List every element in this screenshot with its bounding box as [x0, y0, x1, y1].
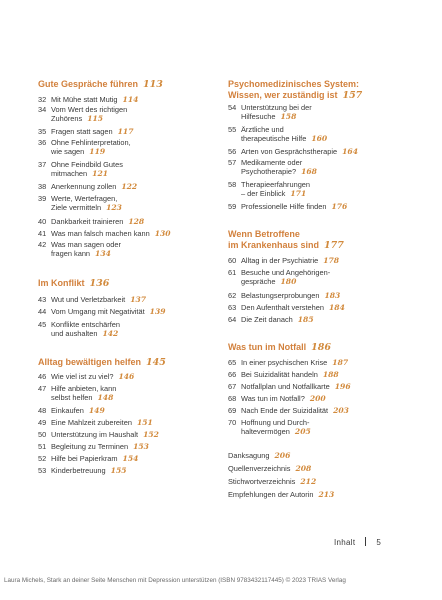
- toc-section-heading[interactable]: Gute Gespräche führen 113: [38, 79, 163, 90]
- toc-entry[interactable]: 60 Alltag in der Psychiatrie 178: [228, 256, 340, 265]
- toc-entry[interactable]: 66 Bei Suizidalität handeln 188: [228, 370, 339, 379]
- toc-entry[interactable]: 67 Notfallplan und Notfallkarte 196: [228, 382, 351, 391]
- footer-divider: [365, 537, 366, 546]
- toc-entry[interactable]: 50 Unterstützung im Haushalt 152: [38, 430, 159, 439]
- toc-entry[interactable]: 53 Kinderbetreuung 155: [38, 466, 127, 475]
- toc-entry[interactable]: 68 Was tun im Notfall? 200: [228, 394, 326, 403]
- toc-entry[interactable]: Quellenverzeichnis 208: [228, 464, 312, 473]
- toc-entry[interactable]: 55 Ärztliche und therapeutische Hilfe 160: [228, 125, 328, 144]
- toc-section-heading[interactable]: Was tun im Notfall 186: [228, 342, 332, 353]
- toc-entry[interactable]: Empfehlungen der Autorin 213: [228, 490, 335, 499]
- toc-entry[interactable]: 51 Begleitung zu Terminen 153: [38, 442, 149, 451]
- toc-entry[interactable]: 57 Medikamente oder Psychotherapie? 168: [228, 158, 317, 177]
- toc-entry[interactable]: 69 Nach Ende der Suizidalität 203: [228, 406, 349, 415]
- toc-entry[interactable]: 32 Mit Mühe statt Mutig 114: [38, 95, 139, 104]
- toc-entry[interactable]: 59 Professionelle Hilfe finden 176: [228, 202, 348, 211]
- page-footer: [334, 537, 381, 547]
- toc-entry[interactable]: 42 Was man sagen oder fragen kann 134: [38, 240, 121, 259]
- toc-entry[interactable]: 44 Vom Umgang mit Negativität 139: [38, 307, 166, 316]
- toc-entry[interactable]: 54 Unterstützung bei der Hilfesuche 158: [228, 103, 312, 122]
- toc-entry[interactable]: 45 Konflikte entschärfen und aushalten 142: [38, 320, 121, 339]
- toc-entry[interactable]: 35 Fragen statt sagen 117: [38, 127, 134, 136]
- toc-entry[interactable]: 65 In einer psychischen Krise 187: [228, 358, 349, 367]
- toc-entry[interactable]: 46 Wie viel ist zu viel? 146: [38, 372, 135, 381]
- toc-section-heading[interactable]: Psychomedizinisches System: Wissen, wer zuständig ist 157: [228, 79, 363, 101]
- toc-entry[interactable]: 70 Hoffnung und Durch- haltevermögen 205: [228, 418, 311, 437]
- page-number: 5: [376, 538, 382, 547]
- toc-entry[interactable]: 40 Dankbarkeit trainieren 128: [38, 217, 145, 226]
- toc-entry[interactable]: 56 Arten von Gesprächstherapie 164: [228, 147, 358, 156]
- toc-entry[interactable]: 38 Anerkennung zollen 122: [38, 182, 138, 191]
- toc-entry[interactable]: 48 Einkaufen 149: [38, 406, 105, 415]
- toc-entry[interactable]: 37 Ohne Feindbild Gutes mitmachen 121: [38, 160, 123, 179]
- toc-entry[interactable]: 63 Den Aufenthalt verstehen 184: [228, 303, 345, 312]
- toc-entry[interactable]: 52 Hilfe bei Papierkram 154: [38, 454, 139, 463]
- toc-entry[interactable]: 61 Besuche und Angehörigen- gespräche 180: [228, 268, 331, 287]
- toc-entry[interactable]: Danksagung 206: [228, 451, 291, 460]
- toc-entry[interactable]: 34 Vom Wert des richtigen Zuhörens 115: [38, 105, 128, 124]
- toc-entry[interactable]: 36 Ohne Fehlinterpretation, wie sagen 119: [38, 138, 131, 157]
- toc-entry[interactable]: Stichwortverzeichnis 212: [228, 477, 317, 486]
- toc-section-heading[interactable]: Im Konflikt 136: [38, 278, 110, 289]
- toc-entry[interactable]: 43 Wut und Verletzbarkeit 137: [38, 295, 147, 304]
- toc-entry[interactable]: 58 Therapieerfahrungen – der Einblick 171: [228, 180, 311, 199]
- toc-entry[interactable]: 64 Die Zeit danach 185: [228, 315, 314, 324]
- imprint-line: Laura Michels, Stark an deiner Seite Menschen mit Depression unterstützen (ISBN 9783432117445) © 2023 TRIAS Verlag: [4, 577, 346, 584]
- toc-entry[interactable]: 41 Was man falsch machen kann 130: [38, 229, 171, 238]
- toc-entry[interactable]: 49 Eine Mahlzeit zubereiten 151: [38, 418, 153, 427]
- toc-entry[interactable]: 47 Hilfe anbieten, kann selbst helfen 148: [38, 384, 117, 403]
- toc-section-heading[interactable]: Alltag bewältigen helfen 145: [38, 357, 166, 368]
- toc-entry[interactable]: 62 Belastungserprobungen 183: [228, 291, 341, 300]
- toc-entry[interactable]: 39 Werte, Wertefragen, Ziele vermitteln 123: [38, 194, 122, 213]
- footer-label: Inhalt: [334, 538, 356, 547]
- toc-section-heading[interactable]: Wenn Betroffene im Krankenhaus sind 177: [228, 229, 344, 251]
